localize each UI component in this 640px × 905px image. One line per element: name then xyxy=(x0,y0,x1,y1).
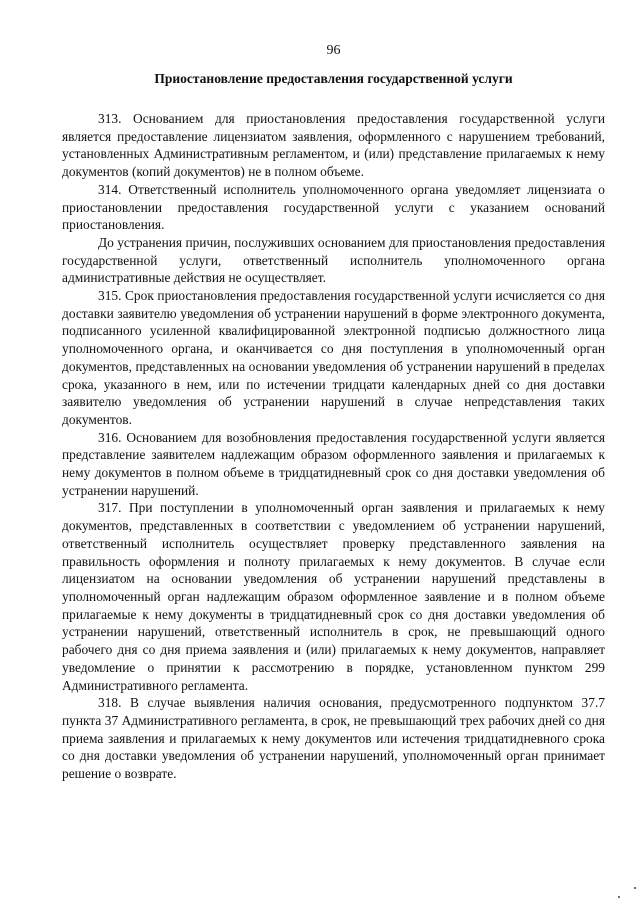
paragraph-314-continuation: До устранения причин, послуживших основанием для приостановления предоставления государственной услуги, ответственный исполнитель уполномоченного органа административные действия не осуществляет. xyxy=(62,234,605,286)
paragraph-316: 316. Основанием для возобновления предоставления государственной услуги является представление заявителем надлежащим образом оформленного заявления и прилагаемых к нему документов в полном объеме в тридцатидневный срок со дня доставки уведомления об устранении нарушений. xyxy=(62,429,605,498)
paragraph-315: 315. Срок приостановления предоставления государственной услуги исчисляется со дня доставки заявителю уведомления об устранении нарушений в форме электронного документа, подписанного усиленной квалифицированной электронной подписью должностного лица уполномоченного органа, и оканчивается со дня поступления в уполномоченный орган документов, представленных на основании уведомления об устранении нарушений в пределах срока, указанного в нем, или по истечении тридцати календарных дней со дня доставки заявителю уведомления об устранении нарушений в случае непредставления таких документов. xyxy=(62,288,605,427)
page-number: 96 xyxy=(326,43,341,58)
scan-speck xyxy=(618,896,620,898)
paragraph-314: 314. Ответственный исполнитель уполномоченного органа уведомляет лицензиата о приостановлении предоставления государственной услуги с указанием оснований приостановления. xyxy=(62,181,605,233)
scan-speck xyxy=(634,887,636,889)
paragraph-318: 318. В случае выявления наличия основания, предусмотренного подпунктом 37.7 пункта 37 Административного регламента, в срок, не превышающий трех рабочих дней со дня приема заявления и прилагаемых к нему документов или истечения тридцатидневного срока со дня доставки уведомления об устранении нарушений, уполномоченный орган принимает решение о возврате. xyxy=(62,695,605,782)
section-title: Приостановление предоставления государственной услуги xyxy=(154,71,513,86)
paragraph-313: 313. Основанием для приостановления предоставления государственной услуги является предоставление лицензиатом заявления, оформленного с нарушением требований, установленных Административным регламентом, и (или) представление прилагаемых к нему документов (копий документов) не в полном объеме. xyxy=(62,111,605,180)
paragraph-317: 317. При поступлении в уполномоченный орган заявления и прилагаемых к нему документов, представленных в соответствии с уведомлением об устранении нарушений, ответственный исполнитель осуществляет проверку представленного заявления на правильность оформления и полноту прилагаемых к нему документов. В случае если лицензиатом на основании уведомления об устранении нарушений представлены в уполномоченный орган надлежащим образом оформленное заявление и в полном объеме прилагаемые к нему документы в тридцатидневный срок со дня доставки уведомления об устранении нарушений, ответственный исполнитель в срок, не превышающий одного рабочего дня со дня приема заявления и (или) прилагаемых к нему документов, направляет уведомление о принятии к рассмотрению в порядке, установленном пунктом 299 Административного регламента. xyxy=(62,500,605,693)
